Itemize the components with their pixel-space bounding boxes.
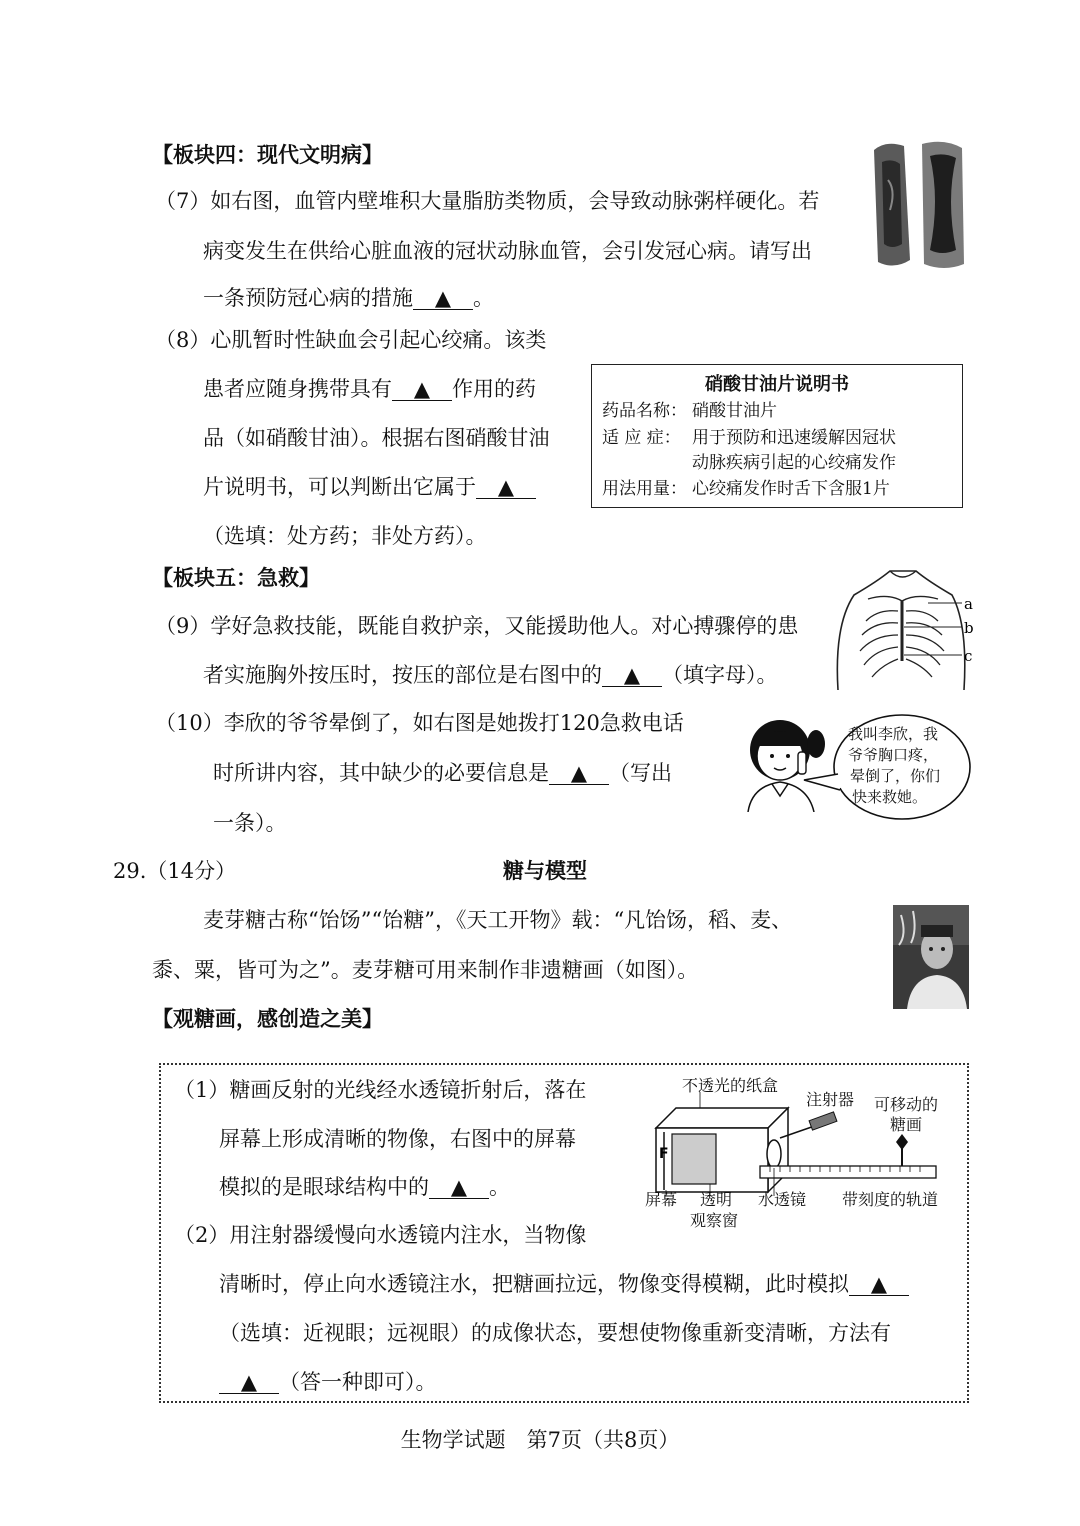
leaflet-title: 硝酸甘油片说明书	[705, 374, 849, 395]
bubble-text-2: 爷爷胸口疼，	[848, 746, 939, 764]
q29-intro-2: 黍、粟，皆可为之”。麦芽糖可用来制作非遗糖画（如图）。	[152, 958, 699, 982]
label-a: a	[964, 595, 973, 613]
label-window-a: 透明	[700, 1190, 733, 1209]
screen-letter-f: F	[659, 1146, 669, 1162]
p2-line1: （2）用注射器缓慢向水透镜内注水，当物像	[174, 1223, 587, 1247]
page-footer: 生物学试题 第7页（共8页）	[400, 1428, 680, 1452]
leaflet-row1-label: 药品名称：	[602, 401, 687, 421]
q9-line1: （9）学好急救技能，既能自救护亲，又能援助他人。对心搏骤停的患	[155, 614, 799, 638]
label-movable-a: 可移动的	[874, 1095, 939, 1114]
q29-sub-heading: 【观糖画，感创造之美】	[152, 1007, 383, 1031]
q8-line4	[203, 474, 536, 500]
p2-line4-text: （答一种即可）。	[279, 1370, 437, 1394]
p2-line4	[219, 1369, 437, 1395]
q8-line1: （8）心肌暂时性缺血会引起心绞痛。该类	[155, 328, 547, 352]
label-box: 不透光的纸盒	[682, 1076, 779, 1095]
answer-blank[interactable]: ▲	[429, 1176, 489, 1199]
q8-line2-text: 患者应随身携带具有	[203, 377, 392, 401]
leaflet-row3-value: 心绞痛发作时舌下含服1片	[692, 479, 890, 499]
leaflet-row2-label: 适 应 症：	[602, 428, 681, 448]
p2-line2	[219, 1271, 909, 1297]
ribcage-figure	[828, 565, 978, 693]
q10-line1: （10）李欣的爷爷晕倒了，如右图是她拨打120急救电话	[155, 711, 684, 735]
q7-line2: 病变发生在供给心脏血液的冠状动脉血管，会引发冠心病。请写出	[203, 239, 812, 263]
answer-blank[interactable]: ▲	[602, 664, 662, 687]
answer-blank[interactable]: ▲	[476, 476, 536, 499]
answer-blank[interactable]: ▲	[392, 378, 452, 401]
q7-line3-text: 一条预防冠心病的措施	[203, 286, 413, 310]
q29-title: 糖与模型	[503, 859, 587, 883]
q8-line4-text: 片说明书，可以判断出它属于	[203, 475, 476, 499]
label-lens: 水透镜	[758, 1190, 807, 1209]
q8-line2	[203, 376, 536, 402]
label-movable-b: 糖画	[890, 1115, 923, 1134]
p1-line2: 屏幕上形成清晰的物像，右图中的屏幕	[219, 1127, 576, 1151]
q7-line3	[203, 285, 494, 311]
leaflet-row1-value: 硝酸甘油片	[692, 401, 777, 421]
p1-line3-end: 。	[489, 1175, 510, 1199]
label-window-b: 观察窗	[690, 1211, 739, 1230]
q8-line3: 品（如硝酸甘油）。根据右图硝酸甘油	[203, 426, 550, 450]
q9-line2-text: 者实施胸外按压时，按压的部位是右图中的	[203, 663, 602, 687]
answer-blank[interactable]: ▲	[413, 287, 473, 310]
p2-line2-text: 清晰时，停止向水透镜注水，把糖画拉远，物像变得模糊，此时模拟	[219, 1272, 849, 1296]
q29-intro-1: 麦芽糖古称“饴饧”“饴糖”，《天工开物》载：“凡饴饧，稻、麦、	[203, 908, 793, 932]
q10-line2-text: 时所讲内容，其中缺少的必要信息是	[213, 761, 549, 785]
answer-blank[interactable]: ▲	[219, 1371, 279, 1394]
leaflet-row2-value-a: 用于预防和迅速缓解因冠状	[692, 428, 896, 448]
bubble-text-3: 晕倒了，你们	[850, 767, 941, 785]
p1-line3-text: 模拟的是眼球结构中的	[219, 1175, 429, 1199]
q9-line2-end: （填字母）。	[662, 663, 778, 687]
section5-heading: 【板块五：急救】	[152, 566, 320, 590]
label-syringe: 注射器	[806, 1090, 855, 1109]
q10-line2	[213, 760, 672, 786]
sugar-painting-photo	[893, 905, 969, 1009]
q10-line3: 一条）。	[213, 811, 287, 835]
leaflet-row2-value-b: 动脉疾病引起的心绞痛发作	[692, 453, 896, 473]
q7-line3-end: 。	[473, 286, 494, 310]
answer-blank[interactable]: ▲	[549, 762, 609, 785]
answer-blank[interactable]: ▲	[849, 1273, 909, 1296]
q8-line5: （选填：处方药；非处方药）。	[203, 524, 487, 548]
q10-line2-end: （写出	[609, 761, 672, 785]
leaflet-row3-label: 用法用量：	[602, 479, 687, 499]
q9-line2	[203, 662, 778, 688]
label-b: b	[964, 619, 974, 637]
section4-heading: 【板块四：现代文明病】	[152, 143, 383, 167]
q29-number: 29.（14分）	[113, 859, 237, 883]
label-c: c	[964, 647, 973, 665]
bubble-text-1: 我叫李欣，我	[848, 725, 939, 743]
p2-line3: （选填：近视眼；远视眼）的成像状态，要想使物像重新变清晰，方法有	[219, 1321, 891, 1345]
label-track: 带刻度的轨道	[842, 1190, 939, 1209]
bubble-text-4: 快来救她。	[852, 788, 928, 806]
leaflet-box	[591, 364, 963, 508]
artery-image	[866, 140, 968, 270]
q7-line1: （7）如右图，血管内壁堆积大量脂肪类物质，会导致动脉粥样硬化。若	[155, 189, 820, 213]
label-screen: 屏幕	[645, 1190, 678, 1209]
q8-line2-end: 作用的药	[452, 377, 536, 401]
p1-line3	[219, 1174, 510, 1200]
p1-line1: （1）糖画反射的光线经水透镜折射后，落在	[174, 1078, 587, 1102]
